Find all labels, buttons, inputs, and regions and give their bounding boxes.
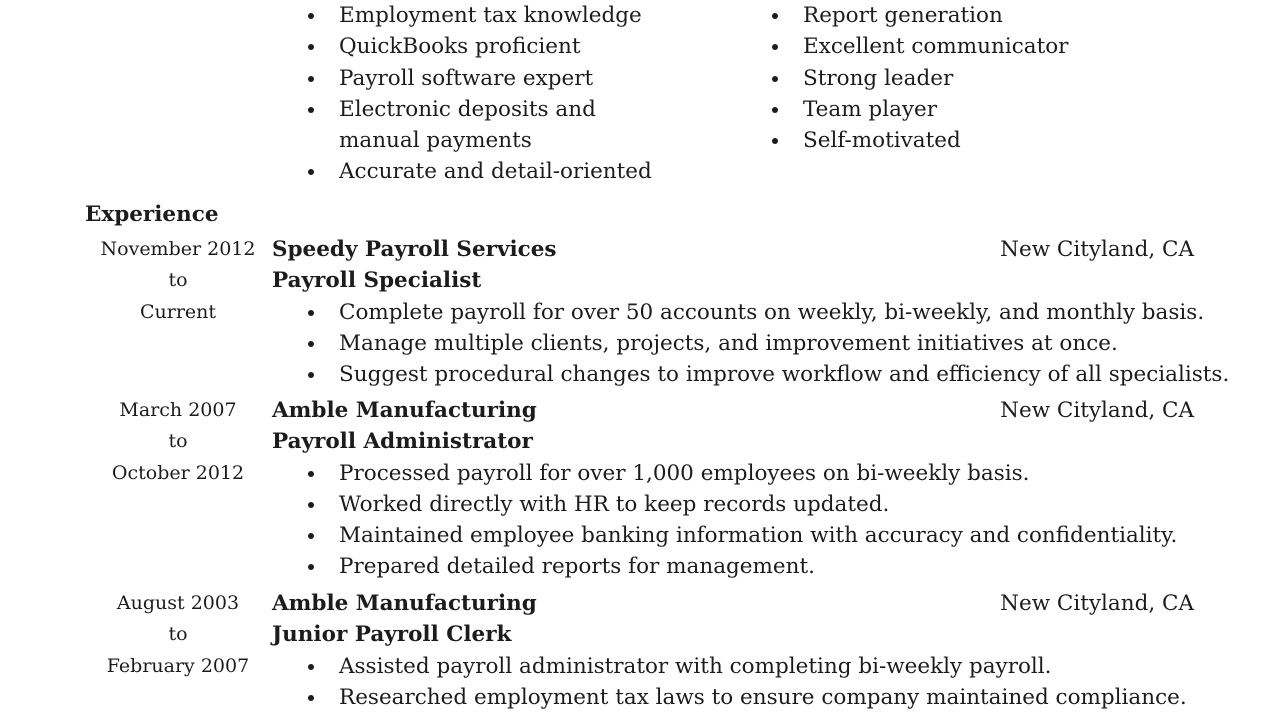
job-bullet: Maintained employee banking information with accuracy and confidentiality. xyxy=(306,520,1206,551)
skill-item: Self-motivated xyxy=(770,125,1100,156)
job-bullets xyxy=(306,458,1206,583)
job-location: New Cityland, CA xyxy=(1000,591,1194,616)
job-bullet: Suggest procedural changes to improve workflow and efficiency of all specialists. xyxy=(306,359,1206,390)
skill-item: QuickBooks proficient xyxy=(306,31,669,62)
bullet-icon xyxy=(772,76,778,82)
bullet-icon xyxy=(308,44,314,50)
date-end: October 2012 xyxy=(111,461,245,484)
skills-list-right xyxy=(770,0,1100,156)
job-bullet: Prepared detailed reports for management. xyxy=(306,551,1206,582)
job-bullet: Researched employment tax laws to ensure company maintained compliance. xyxy=(306,682,1206,713)
skill-item: Electronic deposits and manual payments xyxy=(306,94,669,157)
job-title: Payroll Specialist xyxy=(272,268,482,294)
job-bullet: Worked directly with HR to keep records updated. xyxy=(306,489,1206,520)
skill-item: Accurate and detail-oriented xyxy=(306,156,669,187)
job-title: Payroll Administrator xyxy=(272,429,533,455)
job-location: New Cityland, CA xyxy=(1000,237,1194,262)
date-end: February 2007 xyxy=(106,654,250,677)
job-bullet: Manage multiple clients, projects, and improvement initiatives at once. xyxy=(306,328,1206,359)
skill-item: Payroll software expert xyxy=(306,63,669,94)
bullet-icon xyxy=(308,564,314,570)
bullet-icon xyxy=(308,107,314,113)
company-name: Amble Manufacturing xyxy=(272,398,537,423)
bullet-icon xyxy=(772,13,778,19)
job-bullet: Assisted payroll administrator with completing bi-weekly payroll. xyxy=(306,651,1206,682)
skill-item: Employment tax knowledge xyxy=(306,0,669,31)
date-end: Current xyxy=(139,300,217,323)
bullet-icon xyxy=(308,533,314,539)
bullet-icon xyxy=(308,76,314,82)
bullet-icon xyxy=(308,13,314,19)
bullet-icon xyxy=(308,471,314,477)
date-start: August 2003 xyxy=(116,592,240,614)
date-separator: to xyxy=(168,623,188,646)
bullet-icon xyxy=(308,664,314,670)
skill-item: Report generation xyxy=(770,0,1100,31)
bullet-icon xyxy=(308,502,314,508)
bullet-icon xyxy=(308,169,314,175)
job-bullet: Processed payroll for over 1,000 employees on bi-weekly basis. xyxy=(306,458,1206,489)
job-dates xyxy=(98,234,258,328)
skill-item: Strong leader xyxy=(770,63,1100,94)
date-start: November 2012 xyxy=(100,238,256,260)
job-dates xyxy=(98,588,258,682)
company-name: Speedy Payroll Services xyxy=(272,237,557,262)
bullet-icon xyxy=(308,310,314,316)
bullet-icon xyxy=(772,44,778,50)
job-bullets xyxy=(306,297,1230,391)
bullet-icon xyxy=(308,372,314,378)
job-dates xyxy=(98,395,258,489)
job-title: Junior Payroll Clerk xyxy=(272,622,512,648)
job-location: New Cityland, CA xyxy=(1000,398,1194,423)
bullet-icon xyxy=(772,138,778,144)
job-bullet: Complete payroll for over 50 accounts on weekly, bi-weekly, and monthly basis. xyxy=(306,297,1206,328)
date-start: March 2007 xyxy=(119,399,237,421)
job-bullets xyxy=(306,651,1206,714)
experience-heading: Experience xyxy=(85,202,219,227)
bullet-icon xyxy=(772,107,778,113)
company-name: Amble Manufacturing xyxy=(272,591,537,616)
bullet-icon xyxy=(308,341,314,347)
date-separator: to xyxy=(168,430,188,453)
skill-item: Excellent communicator xyxy=(770,31,1100,62)
bullet-icon xyxy=(308,695,314,701)
skills-list-left xyxy=(306,0,696,188)
date-separator: to xyxy=(168,269,188,292)
skill-item: Team player xyxy=(770,94,1100,125)
